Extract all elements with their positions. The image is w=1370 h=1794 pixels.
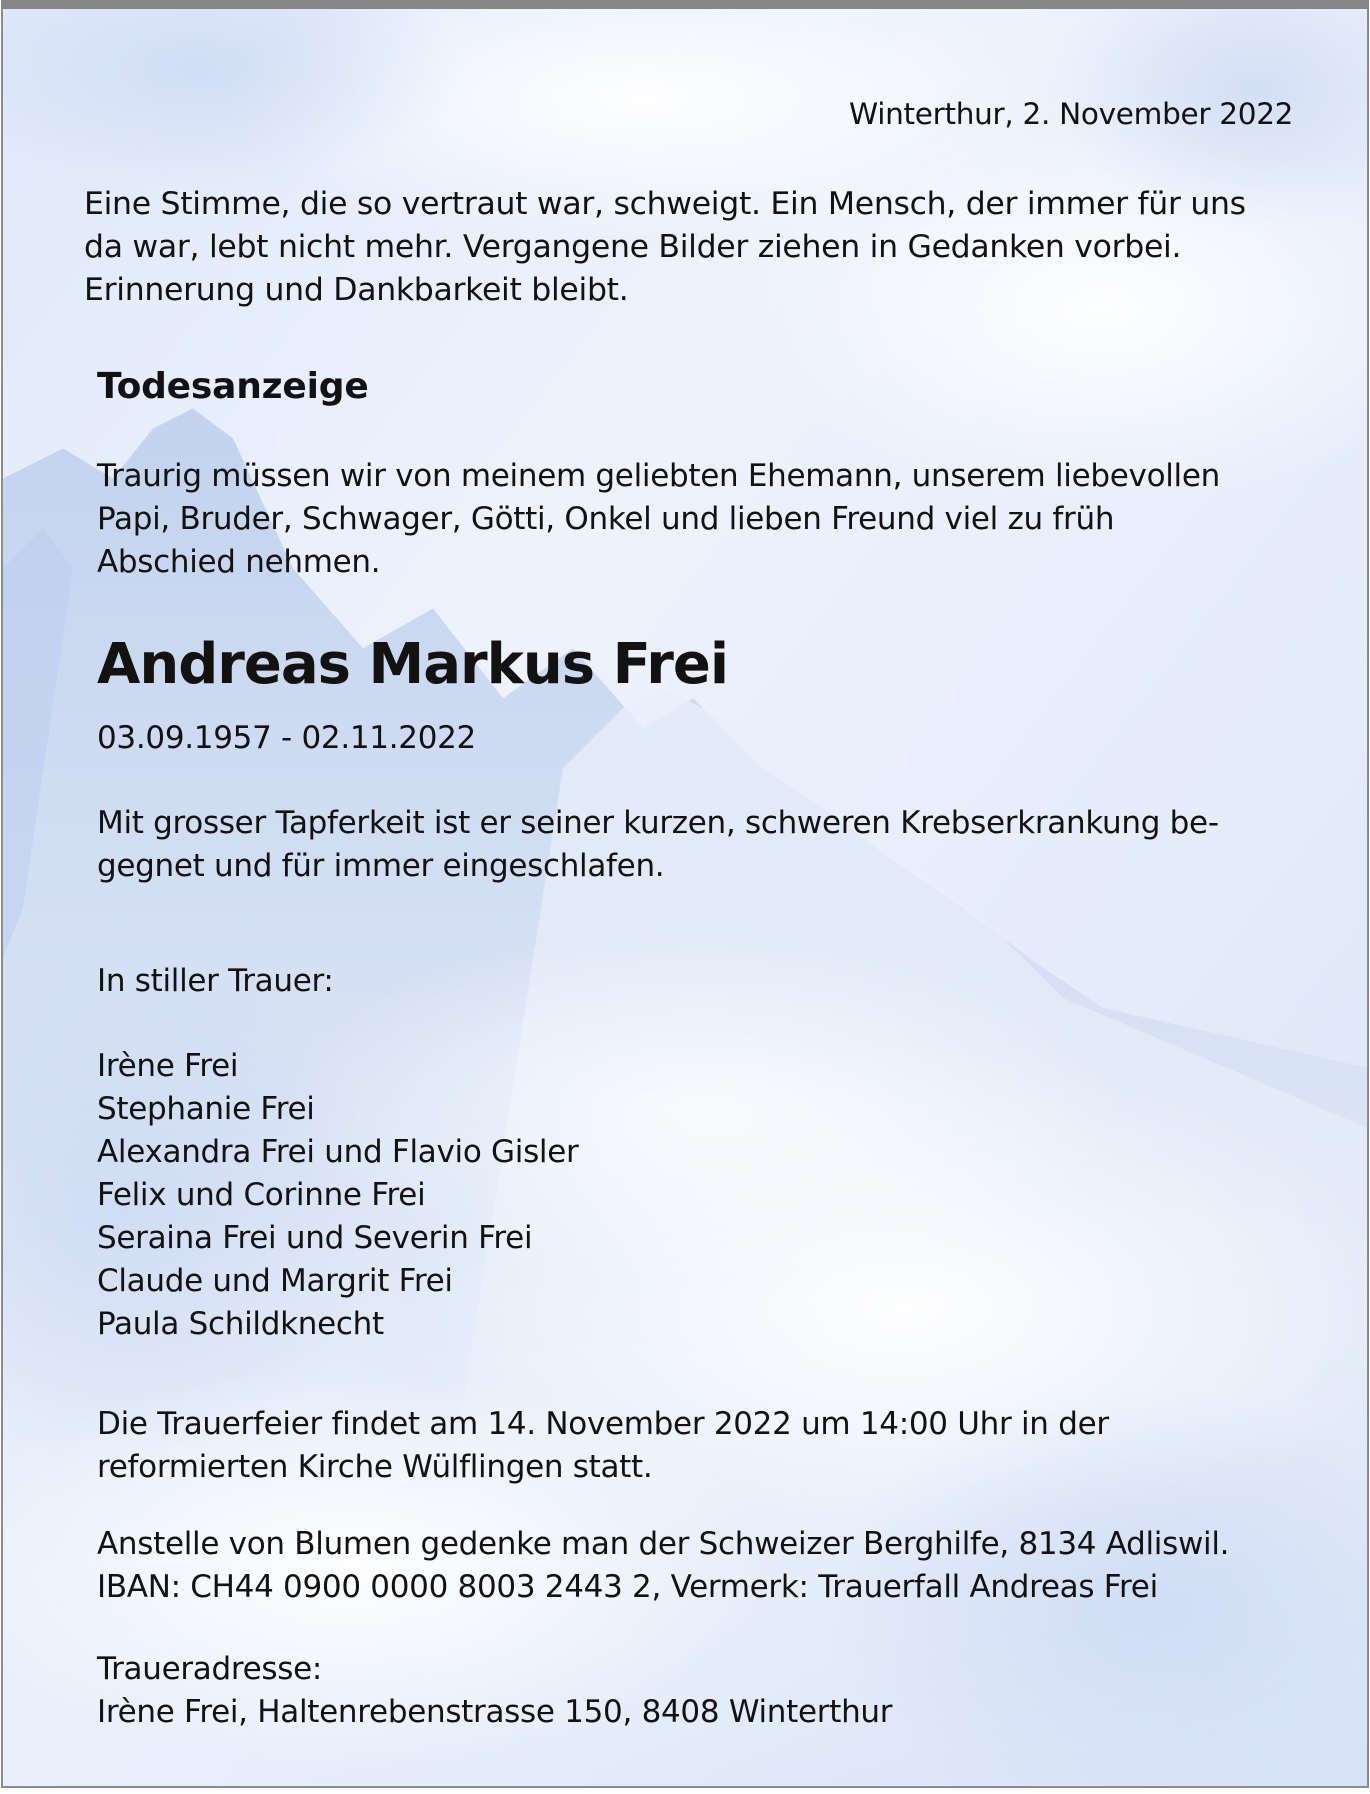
announcement-line: Papi, Bruder, Schwager, Götti, Onkel und lieben Freund viel zu früh <box>97 501 1115 537</box>
obituary-content <box>3 9 1367 1786</box>
announcement-line: Traurig müssen wir von meinem geliebten Ehemann, unserem liebevollen <box>97 458 1220 494</box>
intro-line: da war, lebt nicht mehr. Vergangene Bilder ziehen in Gedanken vorbei. <box>84 229 1182 265</box>
donation-line: Anstelle von Blumen gedenke man der Schweizer Berghilfe, 8134 Adliswil. <box>97 1526 1230 1562</box>
illness-line: gegnet und für immer eingeschlafen. <box>97 848 665 884</box>
intro-line: Erinnerung und Dankbarkeit bleibt. <box>84 272 629 308</box>
mourner-item: Felix und Corinne Frei <box>97 1177 426 1213</box>
funeral-line: Die Trauerfeier findet am 14. November 2022 um 14:00 Uhr in der <box>97 1406 1109 1442</box>
donation-line: IBAN: CH44 0900 0000 8003 2443 2, Vermerk: Trauerfall Andreas Frei <box>97 1569 1158 1605</box>
announcement-line: Abschied nehmen. <box>97 544 381 580</box>
funeral-line: reformierten Kirche Wülflingen statt. <box>97 1449 653 1485</box>
mourner-item: Claude und Margrit Frei <box>97 1263 453 1299</box>
mourners-label: In stiller Trauer: <box>97 963 334 999</box>
page-title: Todesanzeige <box>97 366 369 407</box>
address-label: Traueradresse: <box>97 1651 323 1687</box>
mourner-item: Paula Schildknecht <box>97 1306 384 1342</box>
illness-line: Mit grosser Tapferkeit ist er seiner kurzen, schweren Krebserkrankung be- <box>97 805 1219 841</box>
obituary-page <box>1 0 1369 1788</box>
mourner-item: Alexandra Frei und Flavio Gisler <box>97 1134 579 1170</box>
mourner-item: Seraina Frei und Severin Frei <box>97 1220 533 1256</box>
mourner-item: Irène Frei <box>97 1048 239 1084</box>
mourner-item: Stephanie Frei <box>97 1091 315 1127</box>
dateline: Winterthur, 2. November 2022 <box>849 97 1294 131</box>
deceased-name: Andreas Markus Frei <box>97 632 729 697</box>
life-dates: 03.09.1957 - 02.11.2022 <box>97 720 476 756</box>
intro-line: Eine Stimme, die so vertraut war, schweigt. Ein Mensch, der immer für uns <box>84 186 1246 222</box>
address-line: Irène Frei, Haltenrebenstrasse 150, 8408 Winterthur <box>97 1694 893 1730</box>
